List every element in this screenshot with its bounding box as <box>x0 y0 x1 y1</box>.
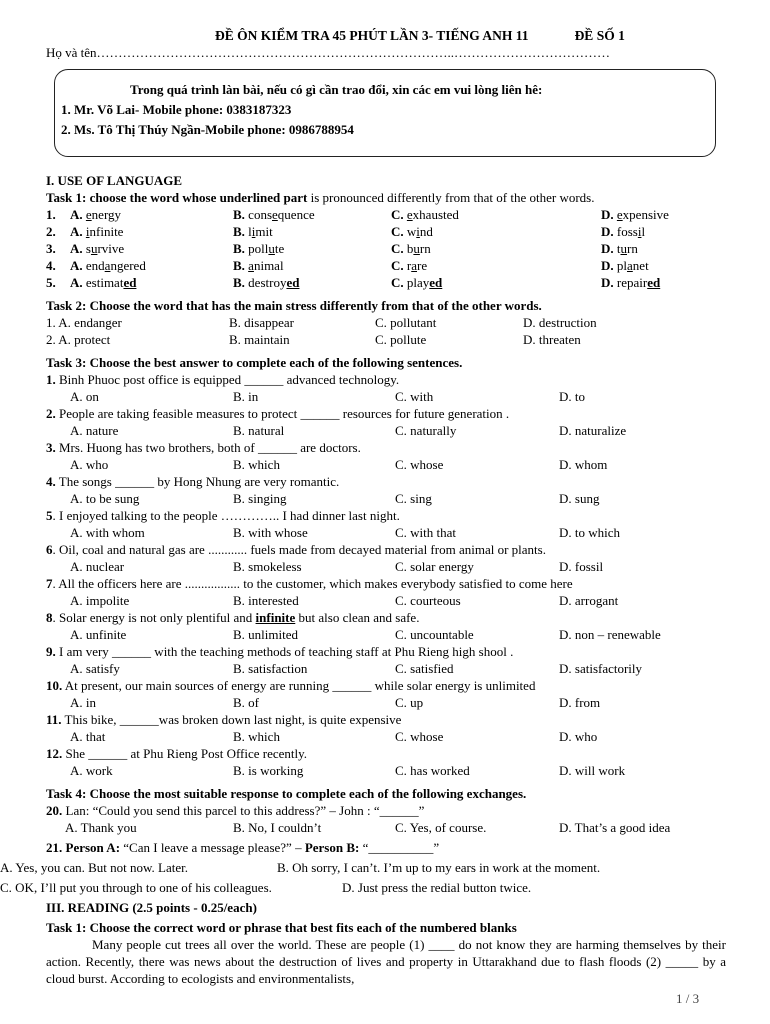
option-b: B. animal <box>233 258 284 273</box>
option-c: C. whose <box>395 729 444 744</box>
task1-title-bold: Task 1: choose the word whose underlined part <box>46 190 308 205</box>
option-b: B. in <box>233 389 259 404</box>
option-d: D. from <box>559 695 601 710</box>
option-d: D. destruction <box>523 315 597 330</box>
question-options <box>46 456 726 473</box>
question-number: 1. <box>46 372 56 387</box>
option-b: B. maintain <box>229 332 290 347</box>
question-number: 7 <box>46 576 53 591</box>
option-c: C. has worked <box>395 763 470 778</box>
option-d: D. to which <box>559 525 621 540</box>
task3-title: Task 3: Choose the best answer to complete each of the following sentences. <box>46 355 463 370</box>
question-stem <box>46 507 726 524</box>
task3-question-list <box>46 371 726 779</box>
option-c: C. sing <box>395 491 432 506</box>
question-number: 8 <box>46 610 53 625</box>
option-c: C. courteous <box>395 593 461 608</box>
option-c: C. Yes, of course. <box>395 820 487 835</box>
option-d: D. fossil <box>559 559 604 574</box>
option-d: D. will work <box>559 763 626 778</box>
contact-intro: Trong quá trình làn bài, nếu có gì cần trao đổi, xin các em vui lòng liên hê: <box>130 82 543 97</box>
question-number: 2. <box>46 406 56 421</box>
option-a: 2. A. protect <box>46 332 111 347</box>
question-number: 11. <box>46 712 62 727</box>
option-d: D. who <box>559 729 598 744</box>
person-a-label: Person A: <box>62 840 121 855</box>
question-options <box>46 388 726 405</box>
question-number: 20. <box>46 803 63 818</box>
option-c: C. wind <box>391 224 433 239</box>
option-b: B. smokeless <box>233 559 302 574</box>
option-a: A. survive <box>70 241 125 256</box>
question-blank: “__________” <box>359 840 440 855</box>
question-text: Binh Phuoc post office is equipped ______ advanced technology. <box>55 372 400 387</box>
question-21 <box>46 839 726 856</box>
option-d: D. fossil <box>601 224 646 239</box>
question-row <box>46 206 726 223</box>
question-text: At present, our main sources of energy are running ______ while solar energy is unlimited <box>62 678 536 693</box>
question-text-after: but also clean and safe. <box>295 610 420 625</box>
question-text: This bike, ______was broken down last night, is quite expensive <box>61 712 402 727</box>
option-c: C. satisfied <box>395 661 454 676</box>
option-c: C. up <box>395 695 424 710</box>
question-stem <box>46 371 726 388</box>
exam-content <box>0 172 726 987</box>
contact-teacher-1: 1. Mr. Võ Lai- Mobile phone: 0383187323 <box>61 102 292 117</box>
question-row <box>46 240 726 257</box>
exam-title <box>215 27 625 44</box>
task1-title-rest: is pronounced differently from that of the other words. <box>307 190 595 205</box>
question-number: 3. <box>46 241 56 256</box>
option-d: D. threaten <box>523 332 581 347</box>
question-text: . All the officers here are ................. to the customer, which makes everybody satisfied to come here <box>52 576 573 591</box>
option-b: B. unlimited <box>233 627 298 642</box>
underlined-word: infinite <box>255 610 296 625</box>
option-a: A. who <box>70 457 109 472</box>
section-title-use-of-language: I. USE OF LANGUAGE <box>46 173 183 188</box>
question-options <box>46 490 726 507</box>
option-d: D. to <box>559 389 585 404</box>
task2-question-list <box>46 314 726 348</box>
option-d: D. arrogant <box>559 593 619 608</box>
question-20 <box>46 802 726 819</box>
option-b: B. disappear <box>229 315 294 330</box>
question-text: People are taking feasible measures to protect ______ resources for future generation . <box>55 406 510 421</box>
task1-title <box>46 189 726 206</box>
option-b: B. No, I couldn’t <box>233 820 322 835</box>
question-stem <box>46 575 726 592</box>
option-d: D. sung <box>559 491 600 506</box>
option-b: B. satisfaction <box>233 661 308 676</box>
question-stem <box>46 745 726 762</box>
option-b: B. Oh sorry, I can’t. I’m up to my ears in work at the moment. <box>277 860 601 875</box>
option-a: A. infinite <box>70 224 124 239</box>
question-stem <box>46 643 726 660</box>
question-stem <box>46 711 726 728</box>
option-b: B. limit <box>233 224 273 239</box>
question-21-options-2 <box>0 879 726 896</box>
question-number: 2. <box>46 224 56 239</box>
option-c: C. uncountable <box>395 627 474 642</box>
option-c: C. burn <box>391 241 431 256</box>
question-options <box>46 558 726 575</box>
question-options <box>46 626 726 643</box>
option-a: A. impolite <box>70 593 130 608</box>
task1-question-list <box>46 206 726 291</box>
option-a: A. endangered <box>70 258 146 273</box>
option-b: B. of <box>233 695 259 710</box>
person-b-label: Person B: <box>304 840 360 855</box>
question-text: I am very ______ with the teaching methods of teaching staff at Phu Rieng high shool . <box>55 644 514 659</box>
option-a: A. that <box>70 729 106 744</box>
question-number: 1. <box>46 207 56 222</box>
option-b: B. with whose <box>233 525 308 540</box>
option-b: B. interested <box>233 593 299 608</box>
question-text: . Oil, coal and natural gas are ............ fuels made from decayed material from animal or plants. <box>52 542 546 557</box>
question-options <box>46 592 726 609</box>
question-number: 5 <box>46 508 53 523</box>
option-d: D. Just press the redial button twice. <box>342 880 532 895</box>
question-number: 21. <box>46 840 63 855</box>
option-a: A. nature <box>70 423 119 438</box>
reading-passage: Many people cut trees all over the world. These are people (1) ____ do not know they are harming themselves by their action. Recently, there was news about the destruction of lives and property in Uttarakhand due to flash floods (2) _____ by a cloud burst. According to ecologists and environmentalists, <box>46 937 726 986</box>
option-a: A. Thank you <box>65 820 137 835</box>
option-c: C. pollute <box>375 332 427 347</box>
question-number: 4. <box>46 474 56 489</box>
option-a: A. satisfy <box>70 661 120 676</box>
option-c: C. naturally <box>395 423 457 438</box>
option-a: A. estimated <box>70 275 137 290</box>
option-d: D. planet <box>601 258 649 273</box>
option-d: D. expensive <box>601 207 669 222</box>
question-number: 3. <box>46 440 56 455</box>
option-a: A. unfinite <box>70 627 127 642</box>
option-d: D. repaired <box>601 275 661 290</box>
option-a: A. work <box>70 763 113 778</box>
option-b: B. pollute <box>233 241 285 256</box>
option-b: B. which <box>233 457 280 472</box>
student-name-line: Họ và tên………………………………………………………………………..……………………………… <box>46 45 611 60</box>
question-row <box>46 257 726 274</box>
question-number: 9. <box>46 644 56 659</box>
option-c: C. with <box>395 389 434 404</box>
question-row <box>46 223 726 240</box>
question-stem <box>46 473 726 490</box>
question-number: 12. <box>46 746 63 761</box>
task4-title: Task 4: Choose the most suitable response to complete each of the following exchanges. <box>46 786 527 801</box>
question-text: “Can I leave a message please?” – <box>120 840 305 855</box>
question-stem <box>46 439 726 456</box>
section-title-reading: III. READING (2.5 points - 0.25/each) <box>46 900 257 915</box>
option-c: C. pollutant <box>375 315 437 330</box>
question-options <box>46 728 726 745</box>
option-c: C. with that <box>395 525 457 540</box>
question-options <box>46 660 726 677</box>
option-a: A. nuclear <box>70 559 125 574</box>
question-number: 6 <box>46 542 53 557</box>
option-a: A. on <box>70 389 99 404</box>
contact-teacher-2: 2. Ms. Tô Thị Thúy Ngần-Mobile phone: 0986788954 <box>61 122 354 137</box>
question-20-options <box>46 819 726 836</box>
question-options <box>46 524 726 541</box>
option-b: B. is working <box>233 763 304 778</box>
option-c: C. played <box>391 275 443 290</box>
question-row <box>46 314 726 331</box>
option-b: B. consequence <box>233 207 315 222</box>
option-d: D. naturalize <box>559 423 627 438</box>
option-b: B. natural <box>233 423 285 438</box>
option-c: C. whose <box>395 457 444 472</box>
question-options <box>46 694 726 711</box>
question-text: Mrs. Huong has two brothers, both of ______ are doctors. <box>55 440 361 455</box>
question-text: She ______ at Phu Rieng Post Office recently. <box>62 746 308 761</box>
option-d: D. satisfactorily <box>559 661 643 676</box>
question-stem <box>46 405 726 422</box>
option-d: D. non – renewable <box>559 627 661 642</box>
option-b: B. which <box>233 729 280 744</box>
option-d: D. That’s a good idea <box>559 820 671 835</box>
option-c: C. exhausted <box>391 207 459 222</box>
option-a: A. energy <box>70 207 122 222</box>
option-c: C. rare <box>391 258 428 273</box>
option-a: A. to be sung <box>70 491 140 506</box>
question-stem <box>46 677 726 694</box>
question-row <box>46 331 726 348</box>
question-number: 4. <box>46 258 56 273</box>
option-a: A. with whom <box>70 525 145 540</box>
question-text: Lan: “Could you send this parcel to this address?” – John : “______” <box>62 803 425 818</box>
question-options <box>46 422 726 439</box>
question-number: 5. <box>46 275 56 290</box>
option-a: A. in <box>70 695 96 710</box>
exam-code: ĐỀ SỐ 1 <box>574 28 625 43</box>
question-row <box>46 274 726 291</box>
option-a: A. Yes, you can. But not now. Later. <box>0 860 189 875</box>
question-options <box>46 762 726 779</box>
option-b: B. singing <box>233 491 287 506</box>
exam-title-text: ĐỀ ÔN KIỂM TRA 45 PHÚT LẦN 3- TIẾNG ANH 11 <box>215 28 529 43</box>
question-text: The songs ______ by Hong Nhung are very romantic. <box>55 474 340 489</box>
contact-box <box>54 69 716 157</box>
option-a: 1. A. endanger <box>46 315 122 330</box>
question-stem <box>46 541 726 558</box>
question-stem <box>46 609 726 626</box>
option-d: D. whom <box>559 457 608 472</box>
task2-title: Task 2: Choose the word that has the main stress differently from that of the other words. <box>46 298 542 313</box>
option-d: D. turn <box>601 241 638 256</box>
question-text: . Solar energy is not only plentiful and <box>52 610 256 625</box>
question-21-options-1 <box>0 859 726 876</box>
page-number: 1 / 3 <box>676 991 700 1006</box>
reading-task1-title: Task 1: Choose the correct word or phrase that best fits each of the numbered blanks <box>46 920 517 935</box>
option-c: C. solar energy <box>395 559 474 574</box>
question-number: 10. <box>46 678 63 693</box>
question-text: . I enjoyed talking to the people ………….. I had dinner last night. <box>52 508 400 523</box>
option-c: C. OK, I’ll put you through to one of his colleagues. <box>0 880 272 895</box>
option-b: B. destroyed <box>233 275 300 290</box>
